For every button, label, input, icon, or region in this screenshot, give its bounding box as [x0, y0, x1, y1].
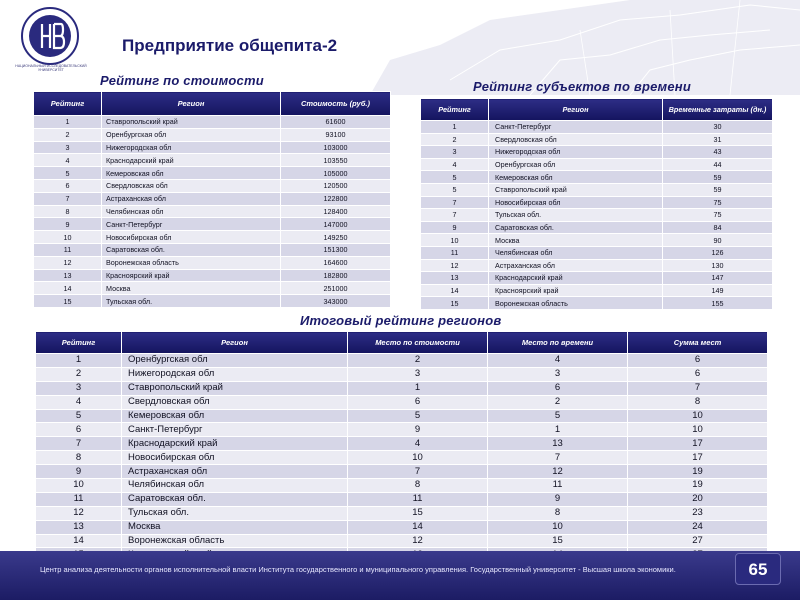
table-cell: 103000 — [281, 141, 391, 154]
table-cell: Кемеровская обл — [102, 167, 281, 180]
table-row — [36, 423, 768, 437]
table-cell: 10 — [421, 234, 489, 247]
table-row — [34, 269, 391, 282]
table-cell: 3 — [34, 141, 102, 154]
table-cell: Санкт-Петербург — [122, 423, 348, 437]
table-cell: 9 — [488, 492, 628, 506]
footer-text: Центр анализа деятельности органов исполнительной власти Института государственного и муниципального управления. Государственный университет - Высшая школа экономики. — [40, 565, 676, 574]
table-cell: Новосибирская обл — [102, 231, 281, 244]
table-cell: 2 — [34, 128, 102, 141]
table-cell: 147 — [663, 272, 773, 285]
table-row — [34, 295, 391, 308]
table-cell: 155 — [663, 297, 773, 310]
table-cell: 7 — [421, 209, 489, 222]
table-cell: 59 — [663, 183, 773, 196]
table-cell: 17 — [628, 437, 768, 451]
table-cell: Красноярский край — [489, 284, 663, 297]
table-cell: 11 — [421, 246, 489, 259]
table-cell: 31 — [663, 133, 773, 146]
table-cell: 14 — [36, 534, 122, 548]
column-header: Стоимость (руб.) — [281, 92, 391, 116]
table-row — [36, 354, 768, 368]
table-cell: 12 — [421, 259, 489, 272]
table-cell: 14 — [421, 284, 489, 297]
table-cell: Саратовская обл. — [102, 243, 281, 256]
table-cell: 3 — [348, 367, 488, 381]
table-row — [421, 158, 773, 171]
table-cell: 6 — [348, 395, 488, 409]
table-cell: 7 — [348, 465, 488, 479]
table-cell: 12 — [36, 506, 122, 520]
table-cell: 2 — [421, 133, 489, 146]
table-cell: 130 — [663, 259, 773, 272]
table-cell: Кемеровская обл — [122, 409, 348, 423]
table-cell: 3 — [421, 146, 489, 159]
table-cell: Нижегородская обл — [102, 141, 281, 154]
table-row — [421, 133, 773, 146]
table-cell: 19 — [628, 479, 768, 493]
table-cell: 1 — [34, 116, 102, 129]
table-cell: Воронежская область — [102, 256, 281, 269]
table-cell: 5 — [421, 171, 489, 184]
table-cell: 12 — [348, 534, 488, 548]
table-cell: 90 — [663, 234, 773, 247]
table-cell: 75 — [663, 209, 773, 222]
table-cell: Краснодарский край — [489, 272, 663, 285]
table-cell: 2 — [36, 367, 122, 381]
table-cell: 6 — [628, 354, 768, 368]
table-cell: 2 — [488, 395, 628, 409]
table-cell: Кемеровская обл — [489, 171, 663, 184]
table-cell: 9 — [34, 218, 102, 231]
table-cell: 17 — [628, 451, 768, 465]
table-cell: 4 — [34, 154, 102, 167]
table-row — [421, 196, 773, 209]
table-cell: Оренбургская обл — [489, 158, 663, 171]
column-header: Место по стоимости — [348, 332, 488, 354]
table-cell: Ставропольский край — [122, 381, 348, 395]
table-cell: 23 — [628, 506, 768, 520]
table-row — [421, 121, 773, 134]
table-cell: 105000 — [281, 167, 391, 180]
table-cell: 11 — [36, 492, 122, 506]
table-row — [34, 154, 391, 167]
table-row — [36, 520, 768, 534]
table-row — [36, 465, 768, 479]
table-row — [36, 506, 768, 520]
table-cell: 5 — [348, 409, 488, 423]
table-cell: Астраханская обл — [489, 259, 663, 272]
table-cell: Воронежская область — [122, 534, 348, 548]
table-cell: Свердловская обл — [489, 133, 663, 146]
table-cell: 10 — [34, 231, 102, 244]
table-row — [34, 141, 391, 154]
table-cell: 11 — [488, 479, 628, 493]
table-cell: 10 — [628, 423, 768, 437]
table-cell: Краснодарский край — [102, 154, 281, 167]
table-cell: 10 — [36, 479, 122, 493]
table-cell: 103550 — [281, 154, 391, 167]
table-cell: 4 — [36, 395, 122, 409]
time-rating-title: Рейтинг субъектов по времени — [473, 79, 691, 94]
table-cell: 6 — [34, 179, 102, 192]
table-cell: 19 — [628, 465, 768, 479]
table-cell: Санкт-Петербург — [102, 218, 281, 231]
table-cell: 4 — [348, 437, 488, 451]
table-cell: Москва — [489, 234, 663, 247]
table-row — [36, 479, 768, 493]
table-row — [421, 246, 773, 259]
table-cell: 149250 — [281, 231, 391, 244]
table-cell: 3 — [488, 367, 628, 381]
table-row — [421, 209, 773, 222]
table-cell: 10 — [348, 451, 488, 465]
table-cell: Ставропольский край — [102, 116, 281, 129]
table-cell: 3 — [36, 381, 122, 395]
table-cell: 164600 — [281, 256, 391, 269]
page-title: Предприятие общепита-2 — [122, 36, 338, 55]
table-cell: 9 — [348, 423, 488, 437]
table-cell: 5 — [36, 409, 122, 423]
table-cell: 12 — [34, 256, 102, 269]
table-cell: 13 — [34, 269, 102, 282]
table-cell: 120500 — [281, 179, 391, 192]
table-cell: 9 — [36, 465, 122, 479]
table-cell: 13 — [421, 272, 489, 285]
table-row — [34, 128, 391, 141]
table-cell: Оренбургская обл — [102, 128, 281, 141]
table-row — [421, 272, 773, 285]
table-row — [34, 179, 391, 192]
column-header: Место по времени — [488, 332, 628, 354]
table-cell: Новосибирская обл — [122, 451, 348, 465]
table-cell: 14 — [348, 520, 488, 534]
column-header: Регион — [102, 92, 281, 116]
table-cell: 1 — [36, 354, 122, 368]
final-rating-title: Итоговый рейтинг регионов — [300, 313, 502, 328]
table-cell: 7 — [36, 437, 122, 451]
table-cell: 2 — [348, 354, 488, 368]
table-cell: 24 — [628, 520, 768, 534]
table-cell: 75 — [663, 196, 773, 209]
column-header: Регион — [122, 332, 348, 354]
table-cell: 8 — [488, 506, 628, 520]
table-cell: 8 — [348, 479, 488, 493]
table-row — [36, 367, 768, 381]
table-row — [34, 116, 391, 129]
time-rating-table — [420, 98, 773, 310]
table-cell: 128400 — [281, 205, 391, 218]
table-cell: 7 — [34, 192, 102, 205]
page-number: 65 — [735, 553, 781, 585]
table-cell: Свердловская обл — [102, 179, 281, 192]
cost-rating-title: Рейтинг по стоимости — [100, 73, 264, 88]
table-cell: 7 — [488, 451, 628, 465]
table-cell: 44 — [663, 158, 773, 171]
table-cell: 182800 — [281, 269, 391, 282]
table-cell: 343000 — [281, 295, 391, 308]
table-cell: Санкт-Петербург — [489, 121, 663, 134]
table-cell: 93100 — [281, 128, 391, 141]
cost-rating-table — [33, 91, 391, 308]
column-header: Временные затраты (дн.) — [663, 99, 773, 121]
table-cell: Астраханская обл — [122, 465, 348, 479]
table-cell: Челябинская обл — [102, 205, 281, 218]
table-cell: Нижегородская обл — [122, 367, 348, 381]
table-cell: 147000 — [281, 218, 391, 231]
table-row — [36, 437, 768, 451]
table-row — [421, 171, 773, 184]
table-cell: Саратовская обл. — [122, 492, 348, 506]
column-header: Регион — [489, 99, 663, 121]
table-cell: 14 — [34, 282, 102, 295]
table-cell: 13 — [36, 520, 122, 534]
table-cell: Москва — [122, 520, 348, 534]
column-header: Рейтинг — [421, 99, 489, 121]
table-cell: Челябинская обл — [489, 246, 663, 259]
table-cell: 6 — [36, 423, 122, 437]
table-row — [36, 492, 768, 506]
table-cell: 1 — [488, 423, 628, 437]
table-cell: 10 — [628, 409, 768, 423]
table-cell: Челябинская обл — [122, 479, 348, 493]
table-row — [34, 218, 391, 231]
table-row — [36, 534, 768, 548]
table-cell: 43 — [663, 146, 773, 159]
table-cell: 4 — [488, 354, 628, 368]
table-row — [421, 221, 773, 234]
column-header: Рейтинг — [34, 92, 102, 116]
table-cell: 1 — [421, 121, 489, 134]
table-cell: 59 — [663, 171, 773, 184]
table-row — [421, 284, 773, 297]
table-cell: 5 — [34, 167, 102, 180]
table-cell: 30 — [663, 121, 773, 134]
table-cell: 15 — [34, 295, 102, 308]
table-row — [36, 409, 768, 423]
footer-bar — [0, 551, 800, 600]
table-cell: 84 — [663, 221, 773, 234]
table-cell: 5 — [488, 409, 628, 423]
table-cell: 251000 — [281, 282, 391, 295]
table-cell: 11 — [34, 243, 102, 256]
table-cell: 13 — [488, 437, 628, 451]
table-cell: 12 — [488, 465, 628, 479]
table-row — [34, 243, 391, 256]
table-cell: 5 — [421, 183, 489, 196]
table-cell: Свердловская обл — [122, 395, 348, 409]
table-row — [421, 146, 773, 159]
table-cell: 10 — [488, 520, 628, 534]
table-cell: 61600 — [281, 116, 391, 129]
table-row — [421, 183, 773, 196]
logo-caption: НАЦИОНАЛЬНЫЙ ИССЛЕДОВАТЕЛЬСКИЙ УНИВЕРСИТЕТ — [15, 64, 87, 72]
table-row — [36, 395, 768, 409]
table-cell: Тульская обл. — [122, 506, 348, 520]
table-row — [34, 167, 391, 180]
table-cell: Нижегородская обл — [489, 146, 663, 159]
table-cell: 15 — [348, 506, 488, 520]
table-cell: Тульская обл. — [102, 295, 281, 308]
table-cell: Тульская обл. — [489, 209, 663, 222]
table-cell: 6 — [488, 381, 628, 395]
final-rating-table — [35, 331, 768, 562]
table-cell: Краснодарский край — [122, 437, 348, 451]
table-cell: 9 — [421, 221, 489, 234]
column-header: Рейтинг — [36, 332, 122, 354]
table-cell: 15 — [488, 534, 628, 548]
table-cell: Саратовская обл. — [489, 221, 663, 234]
table-row — [36, 451, 768, 465]
table-cell: Красноярский край — [102, 269, 281, 282]
table-row — [34, 205, 391, 218]
table-cell: 8 — [34, 205, 102, 218]
table-cell: Москва — [102, 282, 281, 295]
table-cell: Оренбургская обл — [122, 354, 348, 368]
university-logo — [20, 6, 80, 66]
table-cell: 27 — [628, 534, 768, 548]
table-row — [421, 234, 773, 247]
table-cell: 8 — [628, 395, 768, 409]
column-header: Сумма мест — [628, 332, 768, 354]
table-cell: Астраханская обл — [102, 192, 281, 205]
table-cell: 1 — [348, 381, 488, 395]
table-row — [34, 231, 391, 244]
table-row — [34, 192, 391, 205]
table-cell: 11 — [348, 492, 488, 506]
table-cell: Ставропольский край — [489, 183, 663, 196]
table-row — [36, 381, 768, 395]
table-cell: Воронежская область — [489, 297, 663, 310]
table-cell: 15 — [421, 297, 489, 310]
table-cell: 8 — [36, 451, 122, 465]
table-cell: 122800 — [281, 192, 391, 205]
table-cell: 4 — [421, 158, 489, 171]
table-cell: 6 — [628, 367, 768, 381]
table-row — [421, 259, 773, 272]
table-cell: 126 — [663, 246, 773, 259]
table-cell: 7 — [421, 196, 489, 209]
table-cell: 149 — [663, 284, 773, 297]
table-cell: 151300 — [281, 243, 391, 256]
table-row — [421, 297, 773, 310]
table-cell: 7 — [628, 381, 768, 395]
table-cell: 20 — [628, 492, 768, 506]
table-cell: Новосибирская обл — [489, 196, 663, 209]
table-row — [34, 282, 391, 295]
table-row — [34, 256, 391, 269]
